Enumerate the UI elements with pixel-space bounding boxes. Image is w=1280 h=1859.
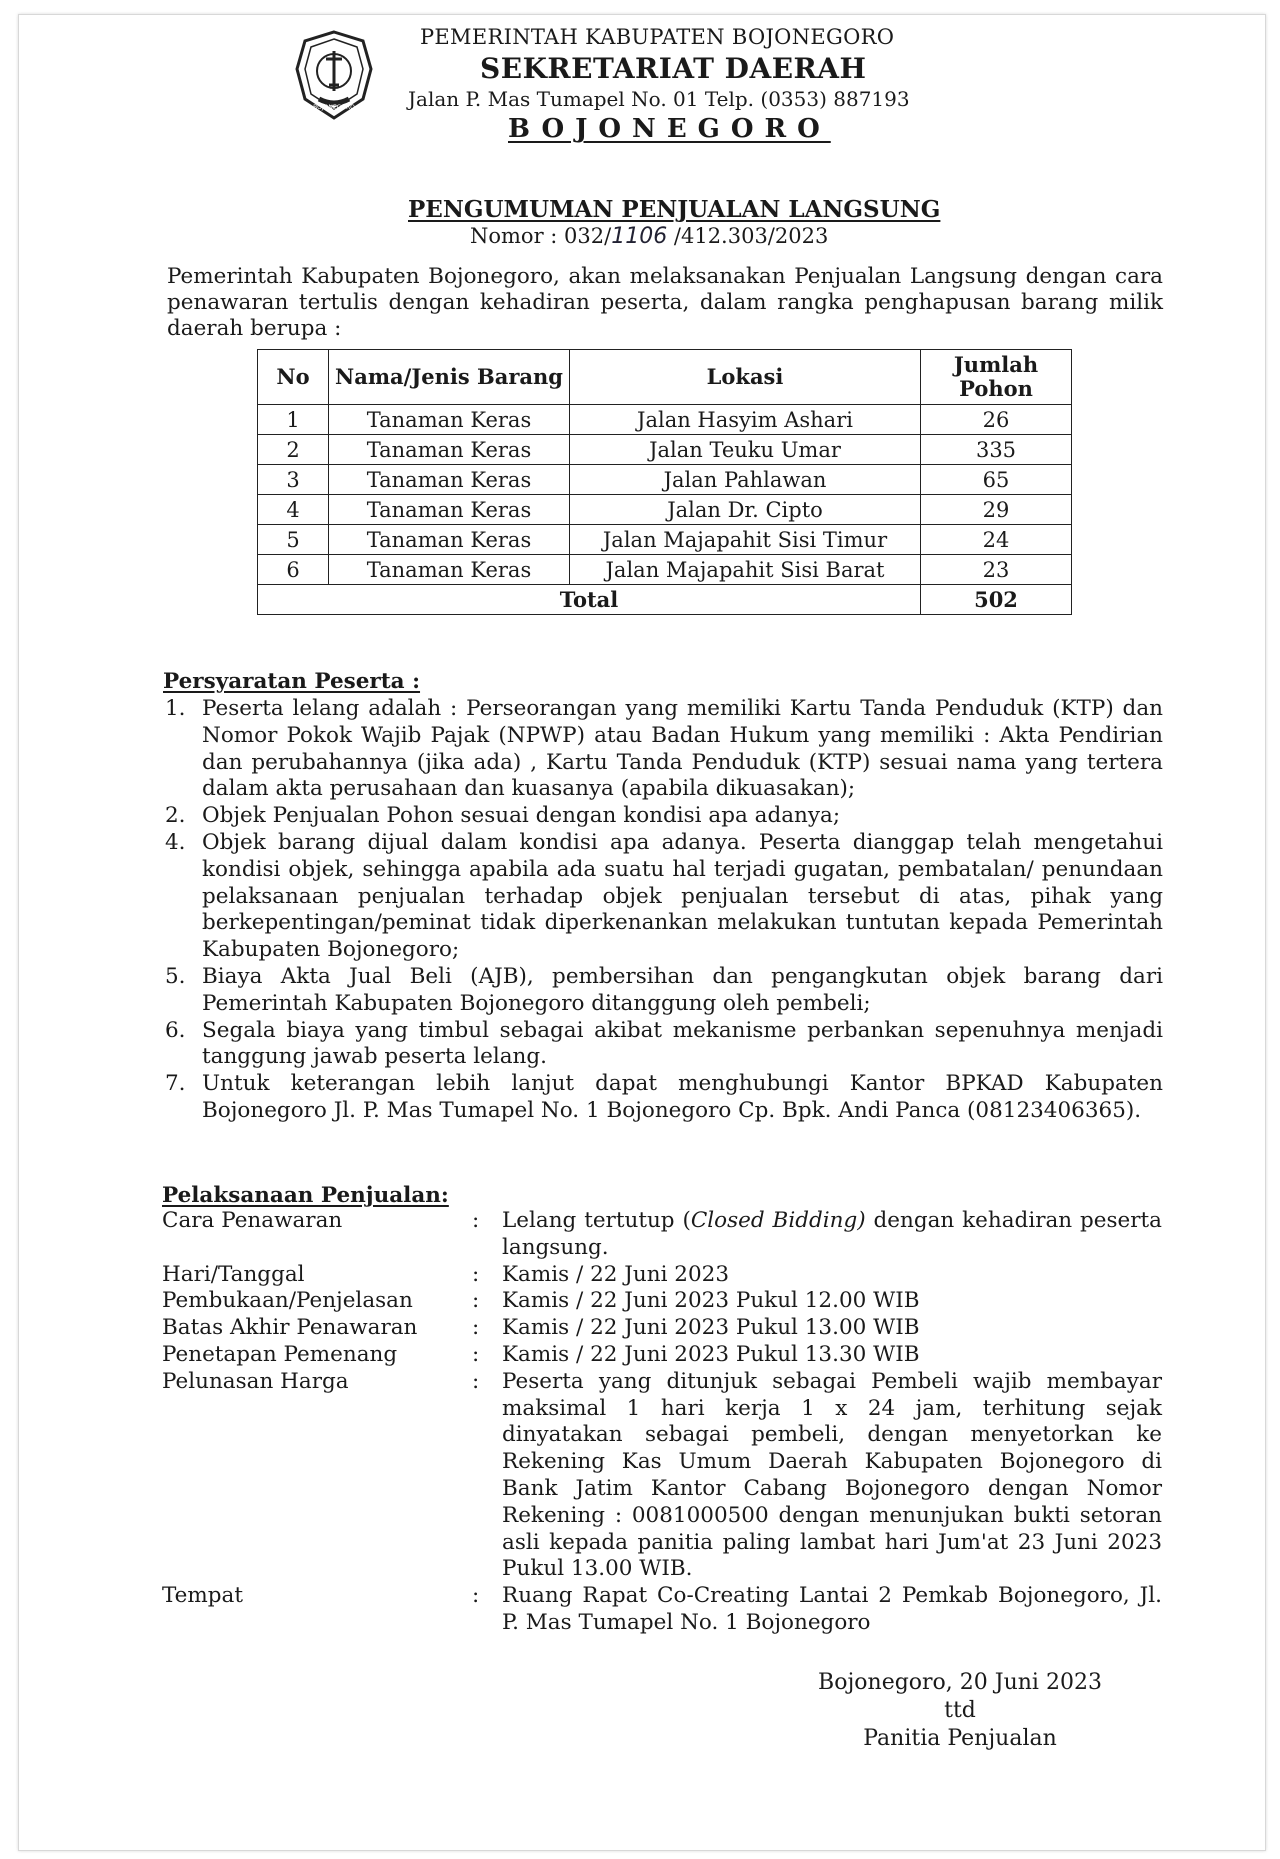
execution-details — [162, 1208, 1162, 1637]
svg-text:BOJONEGORO: BOJONEGORO — [313, 104, 355, 111]
execution-title: Pelaksanaan Penjualan: — [162, 1183, 449, 1208]
row-value: Ruang Rapat Co-Creating Lantai 2 Pemkab Bojonegoro, Jl. P. Mas Tumapel No. 1 Bojonegoro — [502, 1583, 1162, 1635]
list-item — [163, 1018, 1163, 1072]
header-address: Jalan P. Mas Tumapel No. 01 Telp. (0353) 887193 — [408, 87, 910, 111]
cell-nama: Tanaman Keras — [329, 465, 570, 495]
cara-post: dengan kehadiran peserta langsung. — [502, 1208, 1162, 1260]
cell-nama: Tanaman Keras — [329, 495, 570, 525]
item-text: Objek barang dijual dalam kondisi apa adanya. Peserta dianggap telah mengetahui kondisi objek, sehingga apabila ada suatu hal terjadi gugatan, pembatalan/ penundaan pelaksanaan penjualan terhadap objek penjualan tersebut di atas, pihak yang berkepentingan/peminat tidak diperkenankan melakukan tuntutan kepada Pemerintah Kabupaten Bojonegoro; — [202, 829, 1163, 963]
row-label: Cara Penawaran — [162, 1208, 343, 1233]
total-value: 502 — [921, 585, 1072, 615]
row-colon: : — [472, 1315, 480, 1341]
signature-block — [760, 1669, 1160, 1753]
row-label: Hari/Tanggal — [162, 1261, 305, 1287]
row-label: Pembukaan/Penjelasan — [162, 1288, 413, 1314]
list-item — [163, 803, 1163, 830]
cara-pre: Lelang tertutup ( — [502, 1208, 691, 1233]
row-colon: : — [472, 1341, 480, 1367]
execution-row — [162, 1208, 1162, 1262]
item-number: 2. — [165, 803, 186, 829]
table-row — [258, 435, 1072, 465]
intro-paragraph: Pemerintah Kabupaten Bojonegoro, akan melaksanakan Penjualan Langsung dengan cara penawaran tertulis dengan kehadiran peserta, dalam rangka penghapusan barang milik daerah berupa : — [167, 264, 1163, 341]
cell-lokasi: Jalan Majapahit Sisi Barat — [570, 555, 921, 585]
list-item — [163, 696, 1163, 803]
header-no: No — [258, 350, 329, 405]
announcement-title: PENGUMUMAN PENJUALAN LANGSUNG — [408, 196, 941, 223]
cell-jumlah: 29 — [921, 495, 1072, 525]
requirements-list — [163, 696, 1163, 1125]
item-text: Untuk keterangan lebih lanjut dapat menghubungi Kantor BPKAD Kabupaten Bojonegoro Jl. P. Mas Tumapel No. 1 Bojonegoro Cp. Bpk. Andi Panca (08123406365). — [202, 1071, 1163, 1123]
item-text: Peserta lelang adalah : Perseorangan yang memiliki Kartu Tanda Penduduk (KTP) dan Nomor Pokok Wajib Pajak (NPWP) atau Badan Hukum yang memiliki : Akta Pendirian dan perubahannya (jika ada) , Kartu Tanda Penduduk (KTP) sesuai nama yang tertera dalam akta perusahaan dan kuasanya (apabila dikuasakan); — [202, 696, 1163, 802]
table-header-row — [258, 350, 1072, 405]
cell-nama: Tanaman Keras — [329, 435, 570, 465]
row-colon: : — [472, 1208, 480, 1233]
requirements-title: Persyaratan Peserta : — [163, 669, 421, 694]
header-city: BOJONEGORO — [508, 114, 831, 144]
execution-row — [162, 1262, 1162, 1289]
table-row — [258, 555, 1072, 585]
table-row — [258, 465, 1072, 495]
row-label: Penetapan Pemenang — [162, 1341, 398, 1367]
cell-no: 1 — [258, 405, 329, 435]
item-number: 1. — [165, 696, 186, 721]
row-label: Pelunasan Harga — [162, 1368, 349, 1394]
execution-row — [162, 1369, 1162, 1583]
item-number: 6. — [165, 1017, 186, 1043]
cell-jumlah: 24 — [921, 525, 1072, 555]
cell-no: 5 — [258, 525, 329, 555]
row-colon: : — [472, 1583, 480, 1609]
item-text: Segala biaya yang timbul sebagai akibat mekanisme perbankan sepenuhnya menjadi tanggung jawab peserta lelang. — [202, 1017, 1163, 1070]
row-colon: : — [472, 1261, 480, 1287]
row-colon: : — [472, 1368, 480, 1394]
execution-row — [162, 1288, 1162, 1315]
row-value: Kamis / 22 Juni 2023 — [502, 1261, 730, 1287]
signature-place-date: Bojonegoro, 20 Juni 2023 — [818, 1670, 1102, 1695]
item-number: 7. — [165, 1071, 186, 1097]
execution-row — [162, 1315, 1162, 1342]
signature-ttd: ttd — [944, 1698, 976, 1723]
item-number: 5. — [165, 963, 186, 989]
item-text: Biaya Akta Jual Beli (AJB), pembersihan dan pengangkutan objek barang dari Pemerintah Kabupaten Bojonegoro ditanggung oleh pembeli; — [202, 963, 1163, 1016]
header-lokasi: Lokasi — [570, 350, 921, 405]
cell-nama: Tanaman Keras — [329, 405, 570, 435]
row-value: Kamis / 22 Juni 2023 Pukul 12.00 WIB — [502, 1288, 920, 1314]
item-text: Objek Penjualan Pohon sesuai dengan kondisi apa adanya; — [202, 803, 841, 829]
cell-no: 4 — [258, 495, 329, 525]
cell-no: 2 — [258, 435, 329, 465]
cara-italic: Closed Bidding) — [690, 1208, 866, 1233]
total-label: Total — [258, 585, 921, 615]
execution-row — [162, 1583, 1162, 1637]
header-secretariat: SEKRETARIAT DAERAH — [480, 52, 867, 85]
item-number: 4. — [165, 829, 186, 855]
table-row — [258, 495, 1072, 525]
cell-lokasi: Jalan Majapahit Sisi Timur — [570, 525, 921, 555]
header-jumlah: Jumlah Pohon — [921, 350, 1072, 405]
announcement-number — [470, 224, 828, 249]
list-item — [163, 964, 1163, 1018]
nomor-suffix: /412.303/2023 — [673, 224, 829, 248]
row-value: Kamis / 22 Juni 2023 Pukul 13.00 WIB — [502, 1315, 920, 1341]
cell-no: 6 — [258, 555, 329, 585]
bojonegoro-emblem-icon — [293, 29, 375, 121]
cell-jumlah: 335 — [921, 435, 1072, 465]
items-table — [257, 349, 1072, 615]
nomor-prefix: Nomor : 032/ — [470, 224, 612, 248]
cell-nama: Tanaman Keras — [329, 525, 570, 555]
cell-jumlah: 23 — [921, 555, 1072, 585]
row-colon: : — [472, 1288, 480, 1314]
signature-committee: Panitia Penjualan — [863, 1726, 1057, 1751]
header-government: PEMERINTAH KABUPATEN BOJONEGORO — [420, 25, 895, 49]
nomor-handwritten: 1106 — [611, 224, 668, 249]
cell-lokasi: Jalan Dr. Cipto — [570, 495, 921, 525]
row-value — [502, 1208, 1162, 1262]
row-value: Peserta yang ditunjuk sebagai Pembeli wajib membayar maksimal 1 hari kerja 1 x 24 jam, terhitung sejak dinyatakan sebagai pembeli, dengan menyetorkan ke Rekening Kas Umum Daerah Kabupaten Bojonegoro di Bank Jatim Kantor Cabang Bojonegoro dengan Nomor Rekening : 0081000500 dengan menunjukan bukti setoran asli kepada panitia paling lambat hari Jum'at 23 Juni 2023 Pukul 13.00 WIB. — [502, 1368, 1162, 1582]
cell-jumlah: 26 — [921, 405, 1072, 435]
cell-nama: Tanaman Keras — [329, 555, 570, 585]
table-total-row — [258, 585, 1072, 615]
cell-lokasi: Jalan Pahlawan — [570, 465, 921, 495]
table-row — [258, 405, 1072, 435]
list-item — [163, 830, 1163, 964]
table-row — [258, 525, 1072, 555]
row-label: Batas Akhir Penawaran — [162, 1315, 418, 1341]
execution-row — [162, 1342, 1162, 1369]
row-value: Kamis / 22 Juni 2023 Pukul 13.30 WIB — [502, 1341, 920, 1367]
cell-lokasi: Jalan Teuku Umar — [570, 435, 921, 465]
row-label: Tempat — [162, 1583, 244, 1609]
cell-jumlah: 65 — [921, 465, 1072, 495]
cell-lokasi: Jalan Hasyim Ashari — [570, 405, 921, 435]
list-item — [163, 1071, 1163, 1125]
cell-no: 3 — [258, 465, 329, 495]
header-nama: Nama/Jenis Barang — [329, 350, 570, 405]
